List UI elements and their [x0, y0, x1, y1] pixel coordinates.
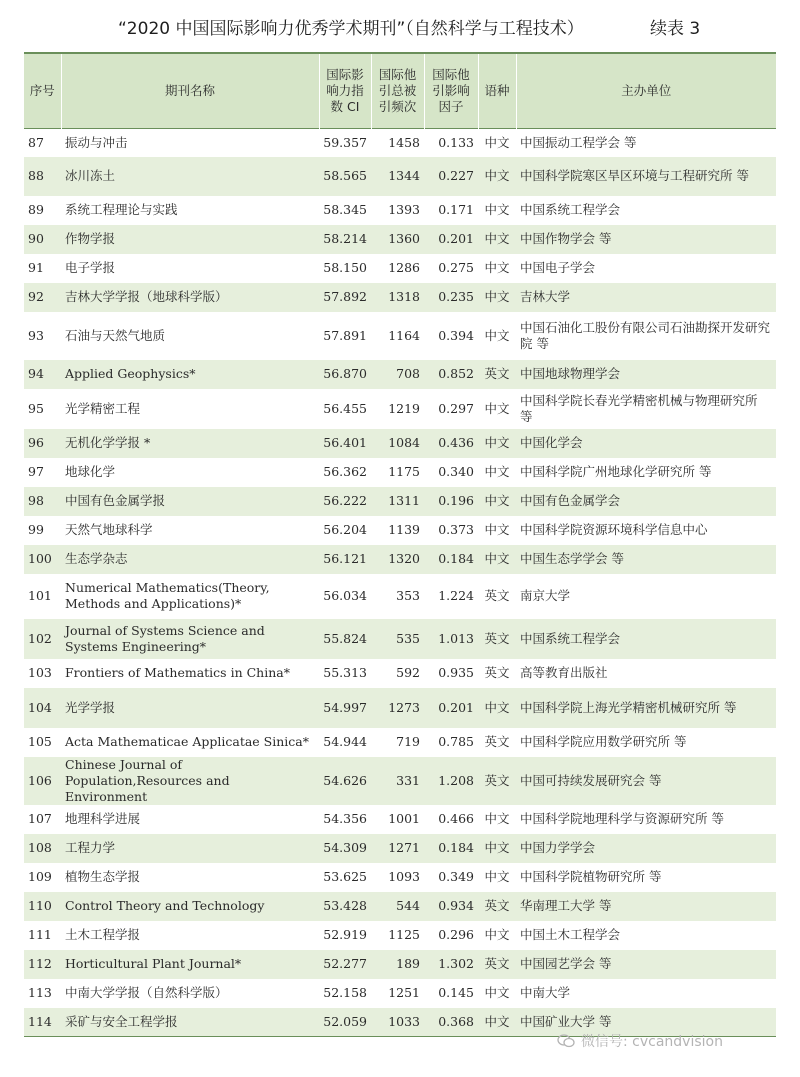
row-number: 92 — [24, 283, 61, 312]
impact-factor: 0.184 — [424, 834, 478, 863]
table-row — [24, 458, 776, 487]
journal-name: 工程力学 — [61, 834, 319, 863]
citation-count: 1311 — [371, 487, 424, 516]
citation-count: 1320 — [371, 545, 424, 574]
citation-count: 1271 — [371, 834, 424, 863]
row-number: 108 — [24, 834, 61, 863]
organizer: 南京大学 — [520, 588, 571, 603]
organizer: 中南大学 — [520, 985, 571, 1000]
journal-name: Journal of Systems Science and Systems Engineering* — [61, 619, 319, 659]
row-number: 87 — [28, 134, 44, 150]
organizer: 中国生态学学会 等 — [516, 545, 776, 574]
journal-name: 土木工程学报 — [65, 927, 141, 942]
language: 英文 — [484, 734, 510, 749]
organizer: 中国系统工程学会 — [516, 619, 776, 659]
row-number: 102 — [24, 619, 61, 659]
table-row — [24, 516, 776, 545]
row-number: 111 — [28, 927, 52, 942]
ci-value: 55.824 — [319, 619, 371, 659]
ci-value: 54.944 — [323, 734, 367, 749]
table-row — [24, 921, 776, 950]
impact-factor: 0.436 — [424, 429, 478, 458]
organizer: 中国科学院长春光学精密机械与物理研究所 等 — [520, 392, 758, 424]
ci-value: 54.356 — [323, 811, 367, 826]
ci-value: 58.214 — [319, 225, 371, 254]
citation-count: 1360 — [371, 225, 424, 254]
citation-count: 1219 — [388, 400, 420, 416]
journal-name: 天然气地球科学 — [65, 522, 153, 537]
language: 中文 — [484, 985, 510, 1000]
citation-count: 1251 — [388, 985, 420, 1000]
row-number: 114 — [24, 1008, 61, 1037]
organizer: 中国作物学会 等 — [516, 225, 776, 254]
language: 英文 — [478, 950, 516, 979]
organizer: 中国力学学会 — [516, 834, 776, 863]
ci-value: 57.892 — [319, 283, 371, 312]
organizer: 中国园艺学会 等 — [516, 950, 776, 979]
journal-name: Frontiers of Mathematics in China* — [65, 665, 290, 680]
journal-name: 光学学报 — [61, 688, 319, 728]
ci-value: 59.357 — [323, 134, 367, 150]
table-row — [24, 834, 776, 863]
impact-factor: 0.934 — [424, 892, 478, 921]
table-title: “2020 中国国际影响力优秀学术期刊”（自然科学与工程技术） — [118, 19, 584, 39]
journal-name: 地理科学进展 — [65, 811, 141, 826]
impact-factor: 1.224 — [438, 588, 474, 603]
row-number: 93 — [28, 327, 44, 343]
impact-factor: 0.466 — [438, 811, 474, 826]
table-row — [24, 892, 776, 921]
wechat-watermark — [557, 1030, 723, 1052]
citation-count: 1344 — [371, 157, 424, 196]
table-row — [24, 389, 776, 429]
header-no: 序号 — [24, 53, 61, 129]
journal-name: 地球化学 — [65, 464, 116, 479]
language: 英文 — [478, 619, 516, 659]
organizer: 中国系统工程学会 — [520, 202, 621, 217]
row-number: 89 — [28, 202, 44, 217]
language: 中文 — [478, 688, 516, 728]
row-number: 100 — [24, 545, 61, 574]
ci-value: 52.277 — [319, 950, 371, 979]
language: 中文 — [484, 327, 510, 343]
language: 中文 — [478, 487, 516, 516]
row-number: 95 — [28, 400, 44, 416]
table-row — [24, 659, 776, 688]
ci-value: 52.158 — [323, 985, 367, 1000]
impact-factor: 0.184 — [424, 545, 478, 574]
impact-factor: 0.935 — [438, 665, 474, 680]
journal-name: 采矿与安全工程学报 — [61, 1008, 319, 1037]
impact-factor: 0.227 — [424, 157, 478, 196]
table-row — [24, 429, 776, 458]
organizer: 中国地球物理学会 — [516, 360, 776, 389]
impact-factor: 0.368 — [424, 1008, 478, 1037]
row-number: 90 — [24, 225, 61, 254]
row-number: 94 — [24, 360, 61, 389]
ci-value: 54.309 — [319, 834, 371, 863]
header-impact: 国际他引影响因子 — [424, 53, 478, 129]
ci-value: 56.455 — [323, 400, 367, 416]
citation-count: 1001 — [388, 811, 420, 826]
row-number: 105 — [28, 734, 52, 749]
organizer: 中国可持续发展研究会 等 — [516, 757, 776, 805]
impact-factor: 0.349 — [438, 869, 474, 884]
organizer: 中国土木工程学会 — [520, 927, 621, 942]
language: 英文 — [478, 757, 516, 805]
ci-value: 53.428 — [319, 892, 371, 921]
row-number: 103 — [28, 665, 52, 680]
language: 中文 — [478, 545, 516, 574]
table-row — [24, 688, 776, 728]
impact-factor: 0.275 — [438, 260, 474, 275]
table-row — [24, 196, 776, 225]
citation-count: 1164 — [388, 327, 420, 343]
language: 中文 — [484, 811, 510, 826]
header-name: 期刊名称 — [61, 53, 319, 129]
table-row — [24, 129, 776, 157]
impact-factor: 1.013 — [424, 619, 478, 659]
citation-count: 1393 — [388, 202, 420, 217]
journal-name: 光学精密工程 — [65, 400, 141, 416]
organizer: 中国化学会 — [516, 429, 776, 458]
table-row — [24, 979, 776, 1008]
citation-count: 1273 — [371, 688, 424, 728]
journal-name: 石油与天然气地质 — [65, 327, 166, 343]
language: 中文 — [478, 283, 516, 312]
organizer: 华南理工大学 等 — [516, 892, 776, 921]
language: 中文 — [478, 1008, 516, 1037]
journal-name: 振动与冲击 — [65, 134, 128, 150]
table-row — [24, 950, 776, 979]
journal-name: 中南大学学报（自然科学版） — [65, 985, 228, 1000]
row-number: 99 — [28, 522, 44, 537]
organizer: 中国电子学会 — [520, 260, 596, 275]
organizer: 中国科学院地理科学与资源研究所 等 — [520, 811, 724, 826]
citation-count: 1093 — [388, 869, 420, 884]
language: 中文 — [484, 927, 510, 942]
table-row — [24, 487, 776, 516]
journal-name: Applied Geophysics* — [61, 360, 319, 389]
citation-count: 1033 — [371, 1008, 424, 1037]
ci-value: 53.625 — [323, 869, 367, 884]
ci-value: 55.313 — [323, 665, 367, 680]
row-number: 88 — [24, 157, 61, 196]
journal-name: 电子学报 — [65, 260, 116, 275]
impact-factor: 0.296 — [438, 927, 474, 942]
ci-value: 56.204 — [323, 522, 367, 537]
language: 中文 — [478, 429, 516, 458]
organizer: 中国科学院应用数学研究所 等 — [520, 734, 687, 749]
journal-name: 植物生态学报 — [65, 869, 141, 884]
ci-value: 54.997 — [319, 688, 371, 728]
organizer: 中国科学院广州地球化学研究所 等 — [520, 464, 712, 479]
citation-count: 719 — [396, 734, 420, 749]
row-number: 91 — [28, 260, 44, 275]
citation-count: 353 — [396, 588, 420, 603]
row-number: 107 — [28, 811, 52, 826]
language: 英文 — [478, 892, 516, 921]
organizer: 中国科学院寒区旱区环境与工程研究所 等 — [516, 157, 776, 196]
organizer: 中国科学院上海光学精密机械研究所 等 — [516, 688, 776, 728]
table-row — [24, 254, 776, 283]
table-row — [24, 283, 776, 312]
citation-count: 535 — [371, 619, 424, 659]
citation-count: 1175 — [388, 464, 420, 479]
table-row — [24, 805, 776, 834]
ci-value: 56.362 — [323, 464, 367, 479]
citation-count: 1139 — [388, 522, 420, 537]
citation-count: 1286 — [388, 260, 420, 275]
impact-factor: 0.196 — [424, 487, 478, 516]
language: 中文 — [478, 225, 516, 254]
impact-factor: 0.852 — [424, 360, 478, 389]
row-number: 96 — [24, 429, 61, 458]
table-row — [24, 225, 776, 254]
row-number: 106 — [24, 757, 61, 805]
journal-name: Control Theory and Technology — [61, 892, 319, 921]
impact-factor: 1.302 — [424, 950, 478, 979]
page-title — [0, 14, 800, 38]
journal-table — [24, 52, 776, 1037]
journal-name: Acta Mathematicae Applicatae Sinica* — [65, 734, 309, 749]
impact-factor: 0.297 — [438, 400, 474, 416]
organizer: 中国有色金属学会 — [516, 487, 776, 516]
citation-count: 544 — [371, 892, 424, 921]
header-lang: 语种 — [478, 53, 516, 129]
row-number: 98 — [24, 487, 61, 516]
header-row — [24, 53, 776, 129]
ci-value: 56.401 — [319, 429, 371, 458]
ci-value: 52.059 — [319, 1008, 371, 1037]
impact-factor: 0.235 — [424, 283, 478, 312]
journal-name: 冰川冻土 — [61, 157, 319, 196]
impact-factor: 1.208 — [424, 757, 478, 805]
table-row — [24, 757, 776, 805]
table-row — [24, 157, 776, 196]
table-row — [24, 312, 776, 360]
citation-count: 1318 — [371, 283, 424, 312]
watermark-text: 微信号: cvcandvision — [581, 1034, 723, 1050]
impact-factor: 0.201 — [424, 688, 478, 728]
ci-value: 56.121 — [319, 545, 371, 574]
organizer: 中国科学院植物研究所 等 — [520, 869, 662, 884]
impact-factor: 0.171 — [438, 202, 474, 217]
journal-name: Numerical Mathematics(Theory, Methods and Applications)* — [65, 580, 270, 611]
language: 中文 — [484, 464, 510, 479]
table-row — [24, 545, 776, 574]
language: 中文 — [478, 157, 516, 196]
language: 中文 — [484, 522, 510, 537]
journal-name: 系统工程理论与实践 — [65, 202, 178, 217]
journal-name: 作物学报 — [61, 225, 319, 254]
ci-value: 56.222 — [319, 487, 371, 516]
header-citations: 国际他引总被引频次 — [371, 53, 424, 129]
journal-name: Horticultural Plant Journal* — [61, 950, 319, 979]
language: 英文 — [484, 665, 510, 680]
journal-name: 中国有色金属学报 — [61, 487, 319, 516]
organizer: 中国振动工程学会 等 — [520, 134, 637, 150]
citation-count: 1084 — [371, 429, 424, 458]
citation-count: 1125 — [388, 927, 420, 942]
organizer: 中国石油化工股份有限公司石油勘探开发研究院 等 — [520, 319, 771, 351]
row-number: 101 — [28, 588, 52, 603]
table-row — [24, 728, 776, 757]
journal-name: Chinese Journal of Population,Resources and Environment — [61, 757, 319, 805]
journal-name: 吉林大学学报（地球科学版） — [61, 283, 319, 312]
impact-factor: 0.394 — [438, 327, 474, 343]
language: 中文 — [484, 400, 510, 416]
table-row — [24, 863, 776, 892]
continued-label: 续表 3 — [650, 19, 701, 39]
citation-count: 1458 — [388, 134, 420, 150]
table-row — [24, 574, 776, 619]
organizer: 吉林大学 — [516, 283, 776, 312]
table-row — [24, 619, 776, 659]
citation-count: 189 — [371, 950, 424, 979]
wechat-icon — [557, 1034, 575, 1048]
ci-value: 58.150 — [323, 260, 367, 275]
row-number: 110 — [24, 892, 61, 921]
header-ci: 国际影响力指数 CI — [319, 53, 371, 129]
row-number: 113 — [28, 985, 52, 1000]
row-number: 104 — [24, 688, 61, 728]
journal-name: 生态学杂志 — [61, 545, 319, 574]
ci-value: 57.891 — [323, 327, 367, 343]
citation-count: 592 — [396, 665, 420, 680]
impact-factor: 0.145 — [438, 985, 474, 1000]
row-number: 97 — [28, 464, 44, 479]
ci-value: 58.565 — [319, 157, 371, 196]
table-row — [24, 360, 776, 389]
citation-count: 708 — [371, 360, 424, 389]
ci-value: 56.870 — [319, 360, 371, 389]
header-org: 主办单位 — [516, 53, 776, 129]
impact-factor: 0.373 — [438, 522, 474, 537]
language: 中文 — [484, 134, 510, 150]
ci-value: 52.919 — [323, 927, 367, 942]
ci-value: 56.034 — [323, 588, 367, 603]
impact-factor: 0.785 — [438, 734, 474, 749]
impact-factor: 0.201 — [424, 225, 478, 254]
ci-value: 54.626 — [319, 757, 371, 805]
impact-factor: 0.340 — [438, 464, 474, 479]
language: 中文 — [484, 260, 510, 275]
organizer: 中国矿业大学 等 — [516, 1008, 776, 1037]
language: 英文 — [484, 588, 510, 603]
language: 中文 — [484, 869, 510, 884]
ci-value: 58.345 — [323, 202, 367, 217]
organizer: 高等教育出版社 — [520, 665, 608, 680]
impact-factor: 0.133 — [438, 134, 474, 150]
citation-count: 331 — [371, 757, 424, 805]
organizer: 中国科学院资源环境科学信息中心 — [520, 522, 708, 537]
language: 中文 — [484, 202, 510, 217]
language: 中文 — [478, 834, 516, 863]
journal-name: 无机化学学报 * — [61, 429, 319, 458]
row-number: 112 — [24, 950, 61, 979]
language: 英文 — [478, 360, 516, 389]
row-number: 109 — [28, 869, 52, 884]
